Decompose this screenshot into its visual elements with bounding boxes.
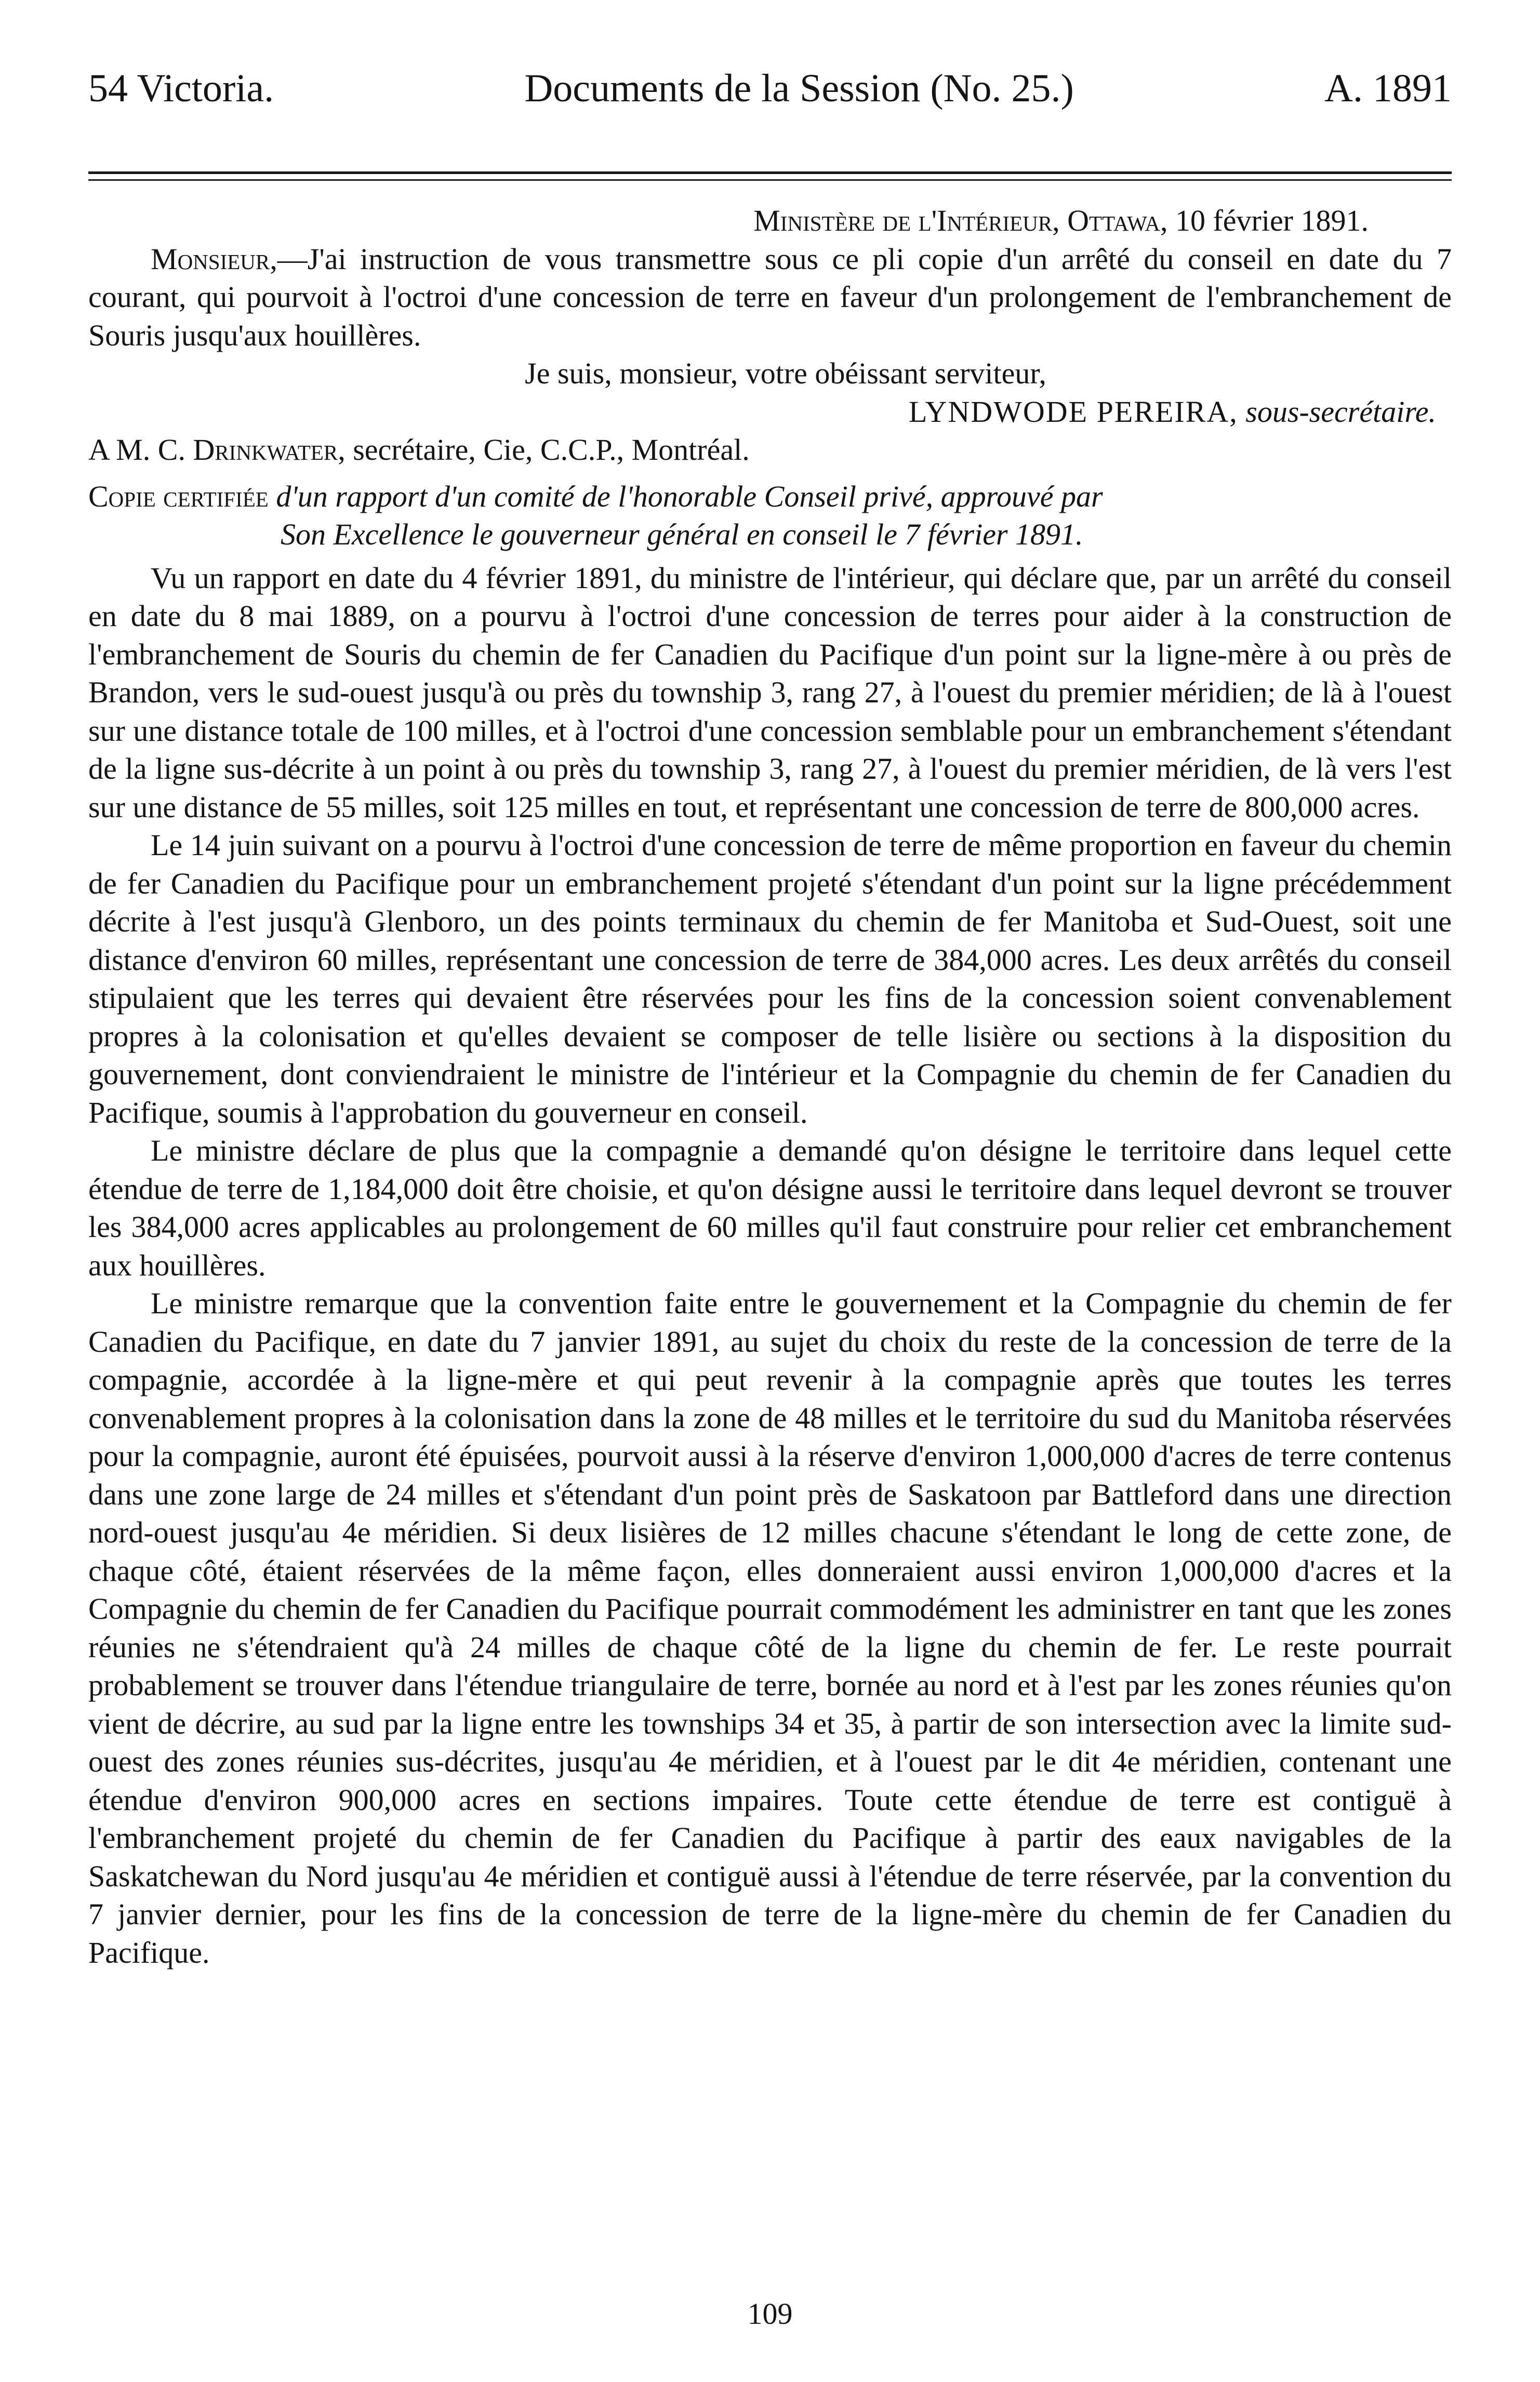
dateline xyxy=(88,202,1452,240)
page-number: 109 xyxy=(747,2297,793,2331)
signature-title: sous-secrétaire. xyxy=(1245,394,1436,429)
header-left: 54 Victoria. xyxy=(88,66,274,110)
running-header xyxy=(88,62,1452,114)
document-page xyxy=(88,62,1452,1972)
certified-copy-line1: d'un rapport d'un comité de l'honorable Conseil privé, approuvé par xyxy=(276,479,1103,513)
closing: Je suis, monsieur, votre obéissant serviteur, xyxy=(525,356,1046,390)
paragraph-3: Le ministre déclare de plus que la compagnie a demandé qu'on désigne le territoire dans lequel cette étendue de terre de 1,184,000 doit être choisie, et qu'on désigne aussi le territoire dans lequel devront se trouver les 384,000 acres applicables au prolongement de 60 milles qu'il faut construire pour relier cet embranchement aux houillères. xyxy=(88,1134,1452,1282)
dateline-date: 10 février 1891. xyxy=(1175,204,1369,237)
paragraph-4: Le ministre remarque que la convention faite entre le gouvernement et la Compagnie du chemin de fer Canadien du Pacifique, en date du 7 janvier 1891, au sujet du choix du reste de la concession de terre de la compagnie, accordée à la ligne-mère et qui peut revenir à la compagnie après que toutes les terres convenablement propres à la colonisation dans la zone de 48 milles et le territoire du sud du Manitoba réservées pour la compagnie, auront été épuisées, pourvoit aussi à la réserve d'environ 1,000,000 d'acres de terre contenus dans une zone large de 24 milles et s'étendant d'un point près de Saskatoon par Battleford dans une direction nord-ouest jusqu'au 4e méridien. Si deux lisières de 12 milles chacune s'étendant le long de cette zone, de chaque côté, étaient réservées de la même façon, elles donneraient aussi environ 1,000,000 d'acres et la Compagnie du chemin de fer Canadien du Pacifique pourrait commodément les administrer en tant que les zones réunies ne s'étendraient qu'à 24 milles de chaque côté de la ligne du chemin de fer. Le reste pourrait probablement se trouver dans l'étendue triangulaire de terre, bornée au nord et à l'est par les zones réunies qu'on vient de décrire, au sud par la ligne entre les townships 34 et 35, à partir de son intersection avec la limite sud-ouest des zones réunies sus-décrites, jusqu'au 4e méridien, et à l'ouest par le dit 4e méridien, contenant une étendue d'environ 900,000 acres en sections impaires. Toute cette étendue de terre est contiguë à l'embranchement projeté du chemin de fer Canadien du Pacifique à partir des eaux navigables de la Saskatchewan du Nord jusqu'au 4e méridien et contiguë aussi à l'étendue de terre réservée, par la convention du 7 janvier dernier, pour les fins de la concession de terre de la ligne-mère du chemin de fer Canadien du Pacifique. xyxy=(88,1286,1452,1970)
header-center: Documents de la Session (No. 25.) xyxy=(524,66,1074,110)
paragraph-2: Le 14 juin suivant on a pourvu à l'octroi d'une concession de terre de même proportion en faveur du chemin de fer Canadien du Pacifique pour un embranchement projeté s'étendant d'un point sur la ligne précédemment décrite à l'est jusqu'à Glenboro, un des points terminaux du chemin de fer Manitoba et Sud-Ouest, soit une distance d'environ 60 milles, représentant une concession de terre de 384,000 acres. Les deux arrêtés du conseil stipulaient que les terres qui devaient être réservées pour les fins de la concession soient convenablement propres à la colonisation et qu'elles devaient se composer de telle lisière ou sections à la disposition du gouvernement, dont conviendraient le ministre de l'intérieur et la Compagnie du chemin de fer Canadien du Pacifique, soumis à l'approbation du gouverneur en conseil. xyxy=(88,828,1452,1129)
dateline-place: Ministère de l'Intérieur, Ottawa, xyxy=(753,204,1168,237)
letter-body-text: —J'ai instruction de vous transmettre sous ce pli copie d'un arrêté du conseil en date du 7 courant, qui pourvoit à l'octroi d'une concession de terre en faveur d'un prolongement de l'embranchement de Souris jusqu'aux houillères. xyxy=(88,242,1452,352)
letter-body xyxy=(88,240,1452,355)
paragraph-1: Vu un rapport en date du 4 février 1891, du ministre de l'intérieur, qui déclare que, par un arrêté du conseil en date du 8 mai 1889, on a pourvu à l'octroi d'une concession de terres pour aider à la construction de l'embranchement de Souris du chemin de fer Canadien du Pacifique d'un point sur la ligne-mère à ou près de Brandon, vers le sud-ouest jusqu'à ou près du township 3, rang 27, à l'ouest du premier méridien; de là à l'ouest sur une distance totale de 100 milles, et à l'octroi d'une concession semblable pour un embranchement s'étendant de la ligne sus-décrite à un point à ou près du township 3, rang 27, à l'ouest du premier méridien, de là vers l'est sur une distance de 55 milles, soit 125 milles en tout, et représentant une concession de terre de 800,000 acres. xyxy=(88,561,1452,824)
addressee-rest: secrétaire, Cie, C.C.P., Montréal. xyxy=(353,433,750,467)
addressee-name: A M. C. Drinkwater, xyxy=(88,433,346,467)
addressee xyxy=(88,431,1452,469)
signature xyxy=(88,393,1452,431)
header-rule xyxy=(88,171,1452,181)
certified-copy-heading xyxy=(88,477,1452,554)
salutation: Monsieur, xyxy=(151,242,277,276)
header-right: A. 1891 xyxy=(1324,66,1452,110)
document-body xyxy=(88,202,1452,1972)
certified-copy-label: Copie certifiée xyxy=(88,479,269,513)
signature-name: LYNDWODE PEREIRA, xyxy=(908,394,1238,429)
certified-copy-line2: Son Excellence le gouverneur général en conseil le 7 février 1891. xyxy=(281,517,1083,551)
